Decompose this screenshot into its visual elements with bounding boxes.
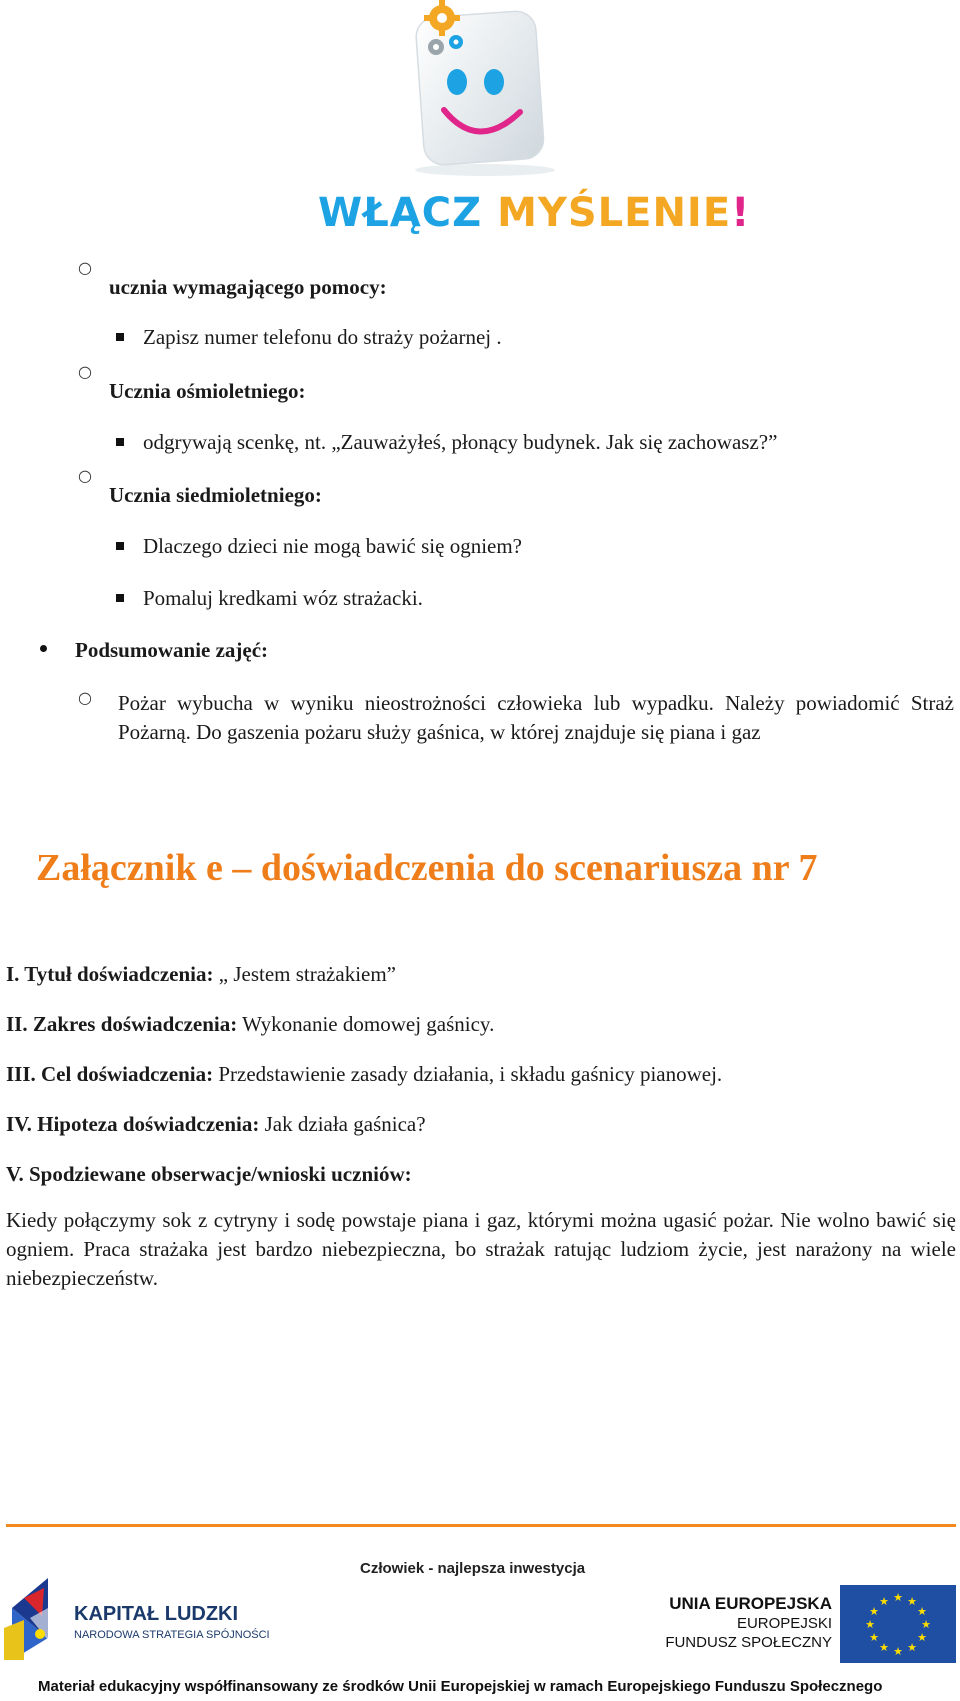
svg-text:★: ★ [921, 1618, 931, 1631]
section-label: V. Spodziewane obserwacje/wnioski uczniów: [6, 1162, 412, 1186]
group-heading: ucznia wymagającego pomocy: [109, 275, 387, 299]
svg-text:★: ★ [917, 1631, 927, 1644]
section-value: Przedstawienie zasady działania, i składu gaśnicy pianowej. [213, 1062, 723, 1086]
svg-text:★: ★ [907, 1595, 917, 1608]
svg-text:★: ★ [893, 1645, 903, 1658]
summary-heading: Podsumowanie zajęć: [75, 638, 269, 662]
section-label: III. Cel doświadczenia: [6, 1062, 214, 1086]
disc-bullet-icon [40, 645, 47, 652]
eu-fund-line-1: EUROPEJSKI [736, 1615, 832, 1632]
svg-text:★: ★ [869, 1631, 879, 1644]
summary-text: Pożar wybucha w wyniku nieostrożności człowieka lub wypadku. Należy powiadomić Straż Pożarną. Do gaszenia pożaru służy gaśnica, w której znajduje się piana i gaz [118, 691, 954, 744]
eu-text-block [612, 1594, 832, 1652]
eu-name: UNIA EUROPEJSKA [669, 1594, 832, 1613]
section-value: „ Jestem strażakiem” [213, 962, 396, 986]
footer-slogan: Człowiek - najlepsza inwestycja [360, 1560, 586, 1577]
svg-text:★: ★ [869, 1605, 879, 1618]
section-value: Wykonanie domowej gaśnicy. [237, 1012, 495, 1036]
conclusion-text: Kiedy połączymy sok z cytryny i sodę powstaje piana i gaz, którymi można ugasić pożar. Nie wolno bawić się ogniem. Praca strażaka jest bardzo niebezpieczna, bo strażak ratując ludziom życie, jest narażony na wiele niebezpieczeństw. [6, 1208, 956, 1290]
kapital-ludzki-subtitle: NARODOWA STRATEGIA SPÓJNOŚCI [74, 1629, 270, 1641]
square-bullet-icon [116, 333, 124, 341]
eu-flag-icon [840, 1585, 956, 1663]
kapital-ludzki-logo-icon [4, 1578, 64, 1660]
section-label: IV. Hipoteza doświadczenia: [6, 1112, 260, 1136]
list-item: Zapisz numer telefonu do straży pożarnej . [143, 325, 502, 349]
footer-divider [6, 1524, 956, 1527]
section-label: I. Tytuł doświadczenia: [6, 962, 214, 986]
list-item: odgrywają scenkę, nt. „Zauważyłeś, płonący budynek. Jak się zachowasz?” [143, 430, 778, 454]
gray-gear-icon [428, 39, 444, 55]
svg-text:★: ★ [917, 1605, 927, 1618]
right-eye-icon [484, 69, 504, 95]
svg-text:★: ★ [907, 1641, 917, 1654]
circle-bullet-icon: ○ [78, 466, 92, 485]
section-observations [6, 1161, 412, 1187]
section-goal [6, 1061, 722, 1087]
logo-wordmark [318, 190, 751, 236]
logo-word-1: WŁĄCZ [318, 190, 483, 236]
list-item: Dlaczego dzieci nie mogą bawić się ogniem? [143, 534, 523, 558]
circle-bullet-icon: ○ [78, 362, 92, 381]
orange-gear-icon [429, 5, 455, 31]
logo-exclamation: ! [731, 190, 751, 236]
section-hypothesis [6, 1111, 426, 1137]
square-bullet-icon [116, 438, 124, 446]
section-scope [6, 1011, 494, 1037]
svg-text:★: ★ [865, 1618, 875, 1631]
svg-text:★: ★ [893, 1591, 903, 1604]
section-title [6, 961, 396, 987]
logo-word-2: MYŚLENIE [497, 190, 732, 236]
square-bullet-icon [116, 594, 124, 602]
annex-title: Załącznik e – doświadczenia do scenariusza nr 7 [36, 847, 818, 889]
group-heading: Ucznia siedmioletniego: [109, 483, 322, 507]
group-heading: Ucznia ośmioletniego: [109, 379, 306, 403]
kapital-ludzki-name: KAPITAŁ LUDZKI [74, 1603, 239, 1625]
blue-gear-icon [449, 35, 463, 49]
footer-cofinancing-note: Materiał edukacyjny współfinansowany ze środków Unii Europejskiej w ramach Europejskiego Funduszu Społecznego [38, 1678, 883, 1695]
wlacz-myslenie-logo-icon [380, 0, 580, 180]
svg-text:★: ★ [879, 1641, 889, 1654]
square-bullet-icon [116, 542, 124, 550]
circle-bullet-icon: ○ [78, 258, 92, 277]
svg-text:★: ★ [879, 1595, 889, 1608]
circle-bullet-icon: ○ [78, 688, 92, 707]
eu-fund-line-2: FUNDUSZ SPOŁECZNY [665, 1634, 832, 1651]
section-value: Jak działa gaśnica? [259, 1112, 426, 1136]
left-eye-icon [447, 69, 467, 95]
list-item: Pomaluj kredkami wóz strażacki. [143, 586, 423, 610]
section-label: II. Zakres doświadczenia: [6, 1012, 238, 1036]
